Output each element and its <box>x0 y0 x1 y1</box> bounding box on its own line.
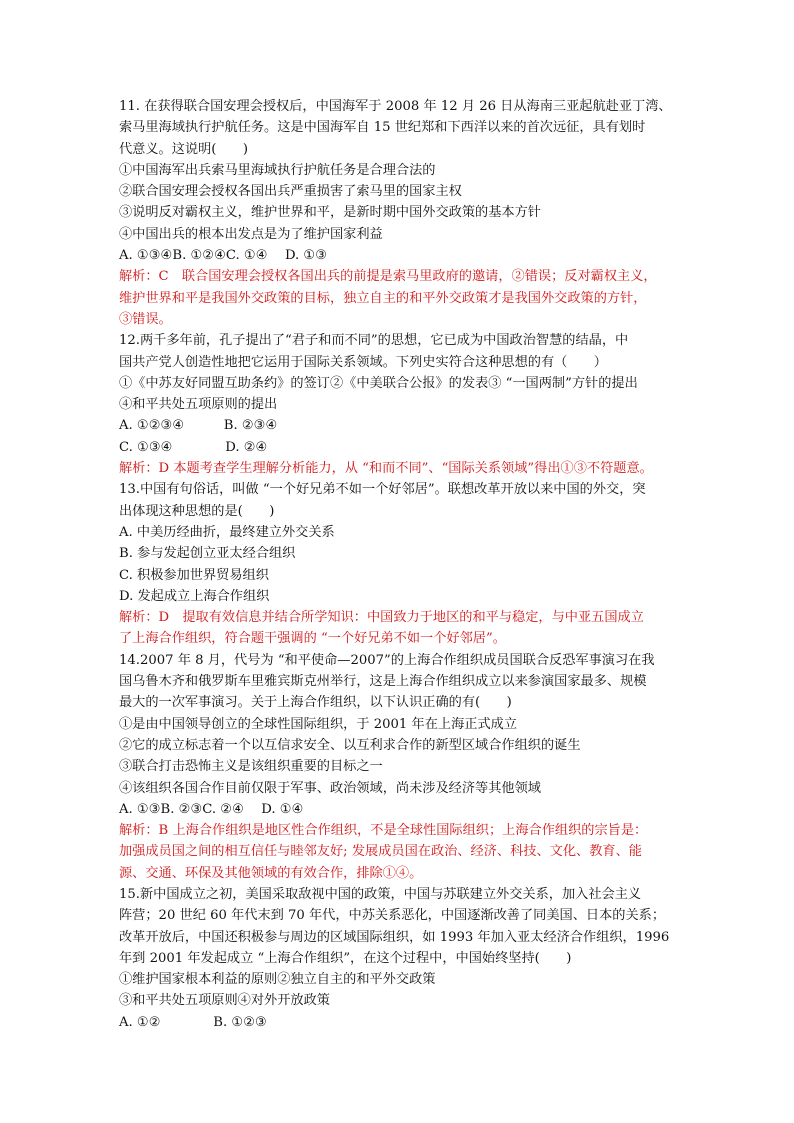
question-line: A. ①②③④ B. ②③④ <box>119 418 278 434</box>
question-line: 最大的一次军事演习。关于上海合作组织，以下认识正确的有( ) <box>119 695 512 711</box>
question-line: 14.2007 年 8 月，代号为 “和平使命—2007”的上海合作组织成员国联合反恐军事演习在我 <box>119 652 655 668</box>
answer-line: 源、交通、环保及其他领域的有效合作，排除①④。 <box>119 865 423 881</box>
question-line: 15.新中国成立之初，美国采取敌视中国的政策，中国与苏联建立外交关系，加入社会主义 <box>119 886 642 902</box>
question-line: B. 参与发起创立亚太经合组织 <box>119 546 296 562</box>
answer-line: 解析：D 本题考查学生理解分析能力，从 “和而不同”、“国际关系领域”得出①③不符题意。 <box>119 461 653 477</box>
question-line: ①《中苏友好同盟互助条约》的签订②《中美联合公报》的发表③ “一国两制”方针的提出 <box>119 375 638 391</box>
question-line: ②联合国安理会授权各国出兵严重损害了索马里的国家主权 <box>119 184 462 200</box>
question-line: A. ①③④B. ①②④C. ①④ D. ①③ <box>119 248 328 264</box>
question-line: ③和平共处五项原则④对外开放政策 <box>119 993 330 1009</box>
answer-line: 维护世界和平是我国外交政策的目标，独立自主的和平外交政策才是我国外交政策的方针， <box>119 290 647 306</box>
question-line: 改革开放后，中国还积极参与周边的区域国际组织，如 1993 年加入亚太经济合作组织，1996 <box>119 929 670 945</box>
answer-line: 解析：C 联合国安理会授权各国出兵的前提是索马里政府的邀请，②错误；反对霸权主义， <box>119 269 657 285</box>
question-line: ④该组织各国合作目前仅限于军事、政治领域，尚未涉及经济等其他领域 <box>119 780 541 796</box>
question-line: ④和平共处五项原则的提出 <box>119 397 278 413</box>
document-page <box>119 96 679 1033</box>
question-line: 代意义。这说明( ) <box>119 141 248 157</box>
question-line: 年到 2001 年发起成立 “上海合作组织”，在这个过程中，中国始终坚持( ) <box>119 950 572 966</box>
question-line: 11. 在获得联合国安理会授权后，中国海军于 2008 年 12 月 26 日从海南三亚起航赴亚丁湾、 <box>119 99 672 114</box>
question-line: ③联合打击恐怖主义是该组织重要的目标之一 <box>119 759 383 775</box>
question-line: ①中国海军出兵索马里海域执行护航任务是合理合法的 <box>119 162 436 178</box>
answer-line: 加强成员国之间的相互信任与睦邻友好; 发展成员国在政治、经济、科技、文化、教育、能 <box>119 844 642 860</box>
question-line: ①是由中国领导创立的全球性国际组织，于 2001 年在上海正式成立 <box>119 716 518 732</box>
question-line: 12.两千多年前，孔子提出了“君子和而不同”的思想，它已成为中国政治智慧的结晶，中 <box>119 333 629 349</box>
question-line: ①维护国家根本利益的原则②独立自主的和平外交政策 <box>119 972 436 988</box>
answer-line: ③错误。 <box>119 311 172 327</box>
question-line: 13.中国有句俗话，叫做 “一个好兄弟不如一个好邻居”。联想改革开放以来中国的外交，突 <box>119 482 646 498</box>
question-line: 国乌鲁木齐和俄罗斯车里雅宾斯克州举行，这是上海合作组织成立以来参演国家最多、规模 <box>119 674 647 690</box>
question-line: 国共产党人创造性地把它运用于国际关系领域。下列史实符合这种思想的有（ ） <box>119 354 607 370</box>
question-line: A. ①③B. ②③C. ②④ D. ①④ <box>119 801 304 817</box>
question-line: A. ①② B. ①②③ <box>119 1014 267 1030</box>
answer-line: 解析：D 提取有效信息并结合所学知识：中国致力于地区的和平与稳定，与中亚五国成立 <box>119 610 644 626</box>
question-line: 阵营；20 世纪 60 年代末到 70 年代，中苏关系恶化，中国逐渐改善了同美国、日本的关系； <box>119 908 666 924</box>
question-line: 索马里海域执行护航任务。这是中国海军自 15 世纪郑和下西洋以来的首次远征，具有划时 <box>119 120 646 136</box>
question-line: ③说明反对霸权主义，维护世界和平，是新时期中国外交政策的基本方针 <box>119 205 541 221</box>
answer-line: 了上海合作组织，符合题干强调的 “一个好兄弟不如一个好邻居”。 <box>119 631 506 647</box>
question-line: 出体现这种思想的是( ) <box>119 503 275 519</box>
question-line: ④中国出兵的根本出发点是为了维护国家利益 <box>119 226 383 242</box>
question-line: C. ①③④ D. ②④ <box>119 439 268 455</box>
question-line: C. 积极参加世界贸易组织 <box>119 567 269 583</box>
question-line: D. 发起成立上海合作组织 <box>119 588 270 604</box>
question-line: A. 中美历经曲折，最终建立外交关系 <box>119 524 335 540</box>
answer-line: 解析：B 上海合作组织是地区性合作组织，不是全球性国际组织；上海合作组织的宗旨是： <box>119 823 648 839</box>
question-line: ②它的成立标志着一个以互信求安全、以互利求合作的新型区域合作组织的诞生 <box>119 737 581 753</box>
